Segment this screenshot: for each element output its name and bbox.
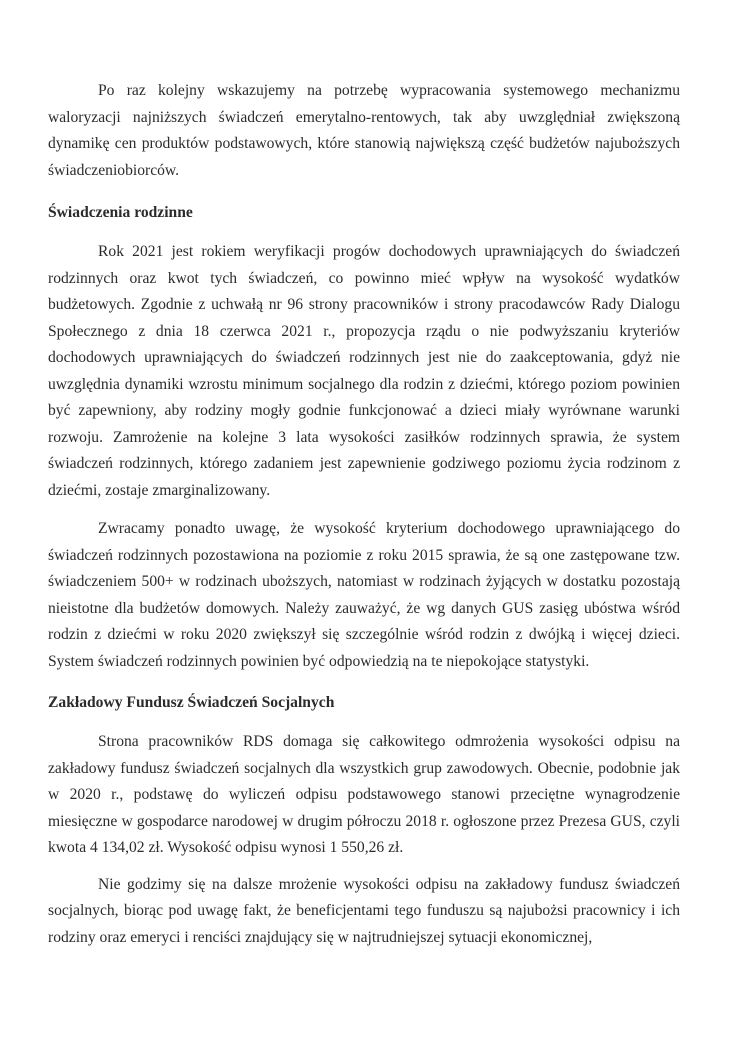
social-fund-paragraph-1: Strona pracowników RDS domaga się całkowitego odmrożenia wysokości odpisu na zakładowy fundusz świadczeń socjalnych dla wszystkich grup zawodowych. Obecnie, podobnie jak w 2020 r., podstawę do wyliczeń odpisu podstawowego stanowi przeciętne wynagrodzenie miesięczne w gospodarce narodowej w drugim półroczu 2018 r. ogłoszone przez Prezesa GUS, czyli kwota 4 134,02 zł. Wysokość odpisu wynosi 1 550,26 zł.: [48, 733, 680, 856]
family-benefits-paragraph-2: Zwracamy ponadto uwagę, że wysokość kryterium dochodowego uprawniającego do świadczeń rodzinnych pozostawiona na poziomie z roku 2015 sprawia, że są one zastępowane tzw. świadczeniem 500+ w rodzinach uboższych, natomiast w rodzinach żyjących w dostatku pozostają nieistotne dla budżetów domowych. Należy zauważyć, że wg danych GUS zasięg ubóstwa wśród rodzin z dziećmi w roku 2020 zwiększył się szczególnie wśród rodzin z dwójką i więcej dzieci. System świadczeń rodzinnych powinien być odpowiedzią na te niepokojące statystyki.: [48, 520, 680, 670]
family-benefits-heading: Świadczenia rodzinne: [48, 204, 193, 221]
intro-paragraph: Po raz kolejny wskazujemy na potrzebę wypracowania systemowego mechanizmu waloryzacji najniższych świadczeń emerytalno-rentowych, tak aby uwzględniał zwiększoną dynamikę cen produktów podstawowych, które stanowią największą część budżetów najuboższych świadczeniobiorców.: [48, 82, 680, 179]
family-benefits-paragraph-1: Rok 2021 jest rokiem weryfikacji progów dochodowych uprawniających do świadczeń rodzinnych oraz kwot tych świadczeń, co powinno mieć wpływ na wysokość wydatków budżetowych. Zgodnie z uchwałą nr 96 strony pracowników i strony pracodawców Rady Dialogu Społecznego z dnia 18 czerwca 2021 r., propozycja rządu o nie podwyższaniu kryteriów dochodowych uprawniających do świadczeń rodzinnych jest nie do zaakceptowania, gdyż nie uwzględnia dynamiki wzrostu minimum socjalnego dla rodzin z dziećmi, którego poziom powinien być zapewniony, aby rodziny mogły godnie funkcjonować a dzieci miały wyrównane warunki rozwoju. Zamrożenie na kolejne 3 lata wysokości zasiłków rodzinnych sprawia, że system świadczeń rodzinnych, którego zadaniem jest zapewnienie godziwego poziomu życia rodzinom z dziećmi, zostaje zmarginalizowany.: [48, 243, 680, 499]
social-fund-paragraph-2: Nie godzimy się na dalsze mrożenie wysokości odpisu na zakładowy fundusz świadczeń socjalnych, biorąc pod uwagę fakt, że beneficjentami tego funduszu są najubożsi pracownicy i ich rodziny oraz emeryci i renciści znajdujący się w najtrudniejszej sytuacji ekonomicznej,: [48, 875, 680, 946]
social-fund-heading: Zakładowy Fundusz Świadczeń Socjalnych: [48, 694, 335, 711]
document-page: [48, 78, 680, 951]
